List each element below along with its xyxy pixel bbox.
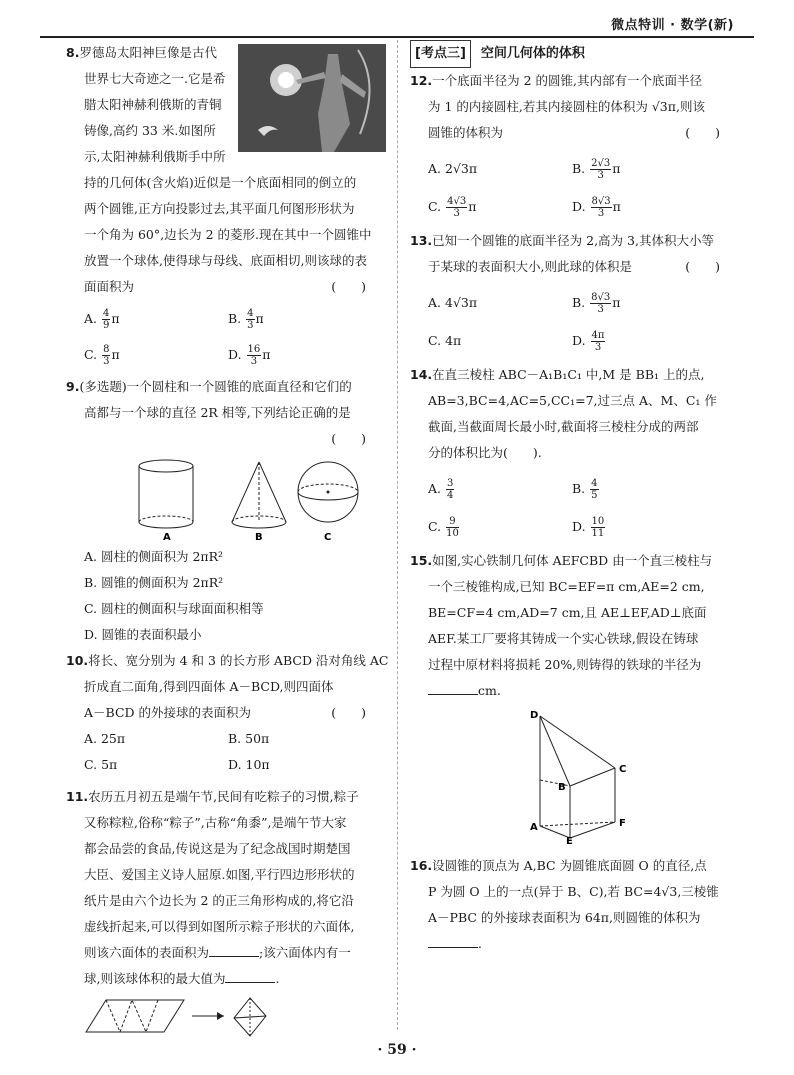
q15-line: 过程中原材料将损耗 20%,则铸得的铁球的半径为 (428, 657, 702, 672)
q9-option-b: B. 圆锥的侧面积为 2πR² (84, 575, 224, 590)
vertex-d: D (530, 710, 539, 721)
q9-figure (66, 452, 386, 544)
q12-option-b: B. $\frac{2√3}{3}$ π (572, 158, 621, 181)
header-title: 微点特训 · 数学(新) (611, 18, 734, 33)
q8-line: 世界七大奇迹之一.它是希 (84, 71, 226, 86)
q9-line: (多选题)一个圆柱和一个圆锥的底面直径和它们的 (79, 379, 352, 394)
fig-label-a: A (163, 532, 171, 543)
q16-line: P 为圆 O 上的一点(异于 B、C),若 BC=4√3,三棱锥 (428, 884, 719, 899)
fig-label-b: B (255, 532, 263, 543)
q14-option-b: B. $\frac{4}{5}$ (572, 478, 598, 501)
q13-option-b: B. $\frac{8√3}{3}$ π (572, 292, 621, 315)
q14-line: 在直三棱柱 ABC－A₁B₁C₁ 中,M 是 BB₁ 上的点, (432, 367, 705, 382)
q11-blank-volume[interactable] (225, 970, 275, 983)
q8-option-c: C. $\frac{8}{3}$ π (84, 344, 120, 367)
q9-option-a: A. 圆柱的侧面积为 2πR² (84, 549, 224, 564)
q15-blank-radius[interactable] (428, 682, 478, 695)
q12-option-d: D. $\frac{8√3}{3}$ π (572, 196, 621, 219)
q13-number: 13. (410, 233, 433, 248)
q14-number: 14. (410, 367, 433, 382)
q12-options-row (410, 156, 740, 182)
q10-line: A－BCD 的外接球的表面积为 (84, 705, 252, 720)
q10-option-d: D. 10π (228, 757, 270, 772)
q13-line: 于某球的表面积大小,则此球的体积是 (428, 259, 632, 274)
q14-line: AB=3,BC=4,AC=5,CC₁=7,过三点 A、M、C₁ 作 (428, 393, 717, 408)
q8-options-row (66, 306, 386, 332)
fig-label-c: C (324, 532, 332, 543)
q9-option-d: D. 圆锥的表面积最小 (84, 627, 202, 642)
q13-options-row (410, 328, 740, 354)
q11-line: 球,则该球体积的最大值为 (84, 971, 226, 986)
vertex-a: A (530, 822, 538, 833)
q8-line: 腊太阳神赫利俄斯的青铜 (84, 97, 222, 112)
q11-line: ;该六面体内有一 (259, 945, 351, 960)
q8-option-a: A. $\frac{4}{9}$ π (84, 308, 120, 331)
question-16 (410, 853, 740, 957)
q8-line: 示,太阳神赫利俄斯手中所 (84, 149, 226, 164)
q16-blank-volume[interactable] (428, 935, 478, 948)
q11-line: 大臣、爱国主义诗人屈原.如图,平行四边形形状的 (84, 867, 355, 882)
q15-number: 15. (410, 553, 433, 568)
q10-option-c: C. 5π (84, 757, 118, 772)
q14-options-row (410, 476, 740, 502)
q12-line: 圆锥的体积为 (428, 125, 504, 140)
q12-number: 12. (410, 73, 433, 88)
question-11 (66, 784, 386, 1049)
q15-line: 一个三棱锥构成,已知 BC=EF=π cm,AE=2 cm, (428, 579, 705, 594)
q12-options-row (410, 194, 740, 220)
q12-line: 为 1 的内接圆柱,若其内接圆柱的体积为 √3π,则该 (428, 99, 705, 114)
cylinder-cone-sphere-figure (66, 452, 386, 544)
q10-options-row (66, 726, 386, 752)
question-14 (410, 362, 740, 540)
q11-line: 农历五月初五是端午节,民间有吃粽子的习惯,粽子 (88, 789, 359, 804)
q11-number: 11. (66, 789, 89, 804)
vertex-c: C (619, 764, 627, 775)
q10-answer-paren: ( ) (331, 705, 366, 720)
q8-answer-paren: ( ) (331, 279, 366, 294)
zongzi-net-figure (84, 996, 384, 1040)
q11-line: 则该六面体的表面积为 (84, 945, 210, 960)
question-13 (410, 228, 740, 354)
q14-options-row (410, 514, 740, 540)
q8-line: 一个角为 60°,边长为 2 的菱形.现在其中一个圆锥中 (84, 227, 372, 242)
q16-line: 设圆锥的顶点为 A,BC 为圆锥底面圆 O 的直径,点 (432, 858, 707, 873)
question-15 (410, 548, 740, 853)
q11-line: 纸片是由六个边长为 2 的正三角形构成的,将它沿 (84, 893, 354, 908)
q14-option-d: D. $\frac{10}{11}$ (572, 516, 605, 539)
q8-option-d: D. $\frac{16}{3}$ π (228, 344, 271, 367)
header-rule (40, 36, 754, 38)
q8-line: 铸像,高约 33 米.如图所 (84, 123, 216, 138)
q12-line: 一个底面半径为 2 的圆锥,其内部有一个底面半径 (432, 73, 703, 88)
q9-line: 高都与一个球的直径 2R 相等,下列结论正确的是 (84, 405, 351, 420)
q8-line: 持的几何体(含火焰)近似是一个底面相同的倒立的 (84, 175, 357, 190)
q8-line: 两个圆锥,正方向投影过去,其平面几何图形形状为 (84, 201, 355, 216)
q15-solid-figure (410, 706, 740, 844)
q11-line: . (275, 971, 280, 986)
q9-option-c: C. 圆柱的侧面积与球面面积相等 (84, 601, 264, 616)
q10-option-b: B. 50π (228, 731, 270, 746)
q16-line: . (478, 936, 482, 951)
page-number: · 59 · (377, 1042, 417, 1058)
q8-line: 罗德岛太阳神巨像是古代 (79, 45, 217, 60)
q12-option-c: C. $\frac{4√3}{3}$ π (428, 196, 477, 219)
colossus-illustration (238, 44, 386, 152)
right-column (410, 40, 740, 957)
q13-option-c: C. 4π (428, 333, 462, 348)
q15-line: BE=CF=4 cm,AD=7 cm,且 AE⊥EF,AD⊥底面 (428, 605, 707, 620)
q13-answer-paren: ( ) (685, 259, 720, 274)
q13-options-row (410, 290, 740, 316)
q14-option-a: A. $\frac{3}{4}$ (428, 478, 454, 501)
section-tag: [考点三] (410, 40, 471, 68)
colossus-photo (238, 44, 386, 152)
q16-line: A－PBC 的外接球表面积为 64π,则圆锥的体积为 (428, 910, 701, 925)
question-10 (66, 648, 389, 778)
question-12 (410, 68, 740, 220)
q8-options-row (66, 342, 386, 368)
vertex-e: E (566, 836, 573, 844)
left-column (66, 40, 389, 1049)
section-3-heading (410, 40, 740, 68)
q10-number: 10. (66, 653, 89, 668)
column-divider (397, 40, 398, 1030)
q14-option-c: C. $\frac{9}{10}$ (428, 516, 459, 539)
q13-line: 已知一个圆锥的底面半径为 2,高为 3,其体积大小等 (432, 233, 714, 248)
question-9 (66, 374, 386, 648)
q15-line: 如图,实心铁制几何体 AEFCBD 由一个直三棱柱与 (432, 553, 713, 568)
section-title: 空间几何体的体积 (480, 46, 585, 61)
q8-option-b: B. $\frac{4}{3}$ π (228, 308, 264, 331)
q11-line: 都会品尝的食品,传说这是为了纪念战国时期楚国 (84, 841, 351, 856)
q14-line: 分的体积比为( ). (428, 445, 542, 460)
q12-option-a: A. 2√3π (428, 161, 478, 176)
q9-answer-paren: ( ) (331, 431, 366, 446)
q8-number: 8. (66, 45, 80, 60)
q11-blank-area[interactable] (209, 944, 259, 957)
q14-line: 截面,当截面周长最小时,截面将三棱柱分成的两部 (428, 419, 699, 434)
q13-option-a: A. 4√3π (428, 295, 478, 310)
q10-line: 折成直二面角,得到四面体 A－BCD,则四面体 (84, 679, 334, 694)
q11-line: 虚线折起来,可以得到如图所示粽子形状的六面体, (84, 919, 355, 934)
q9-number: 9. (66, 379, 80, 394)
q13-option-d: D. $\frac{4\pi}{3}$ (572, 330, 605, 353)
q8-line: 面面积为 (84, 279, 135, 294)
q15-line: cm. (478, 683, 501, 698)
q16-number: 16. (410, 858, 433, 873)
q10-option-a: A. 25π (84, 731, 126, 746)
vertex-f: F (619, 818, 626, 829)
vertex-b: B (558, 782, 566, 793)
q15-line: AEF.某工厂要将其铸成一个实心铁球,假设在铸球 (428, 631, 699, 646)
q10-options-row (66, 752, 386, 778)
q8-line: 放置一个球体,使得球与母线、底面相切,则该球的表 (84, 253, 367, 268)
q10-line: 将长、宽分别为 4 和 3 的长方形 ABCD 沿对角线 AC (88, 653, 389, 668)
q12-answer-paren: ( ) (685, 125, 720, 140)
q11-line: 又称粽粒,俗称“粽子”,古称“角黍”,是端午节大家 (84, 815, 347, 830)
